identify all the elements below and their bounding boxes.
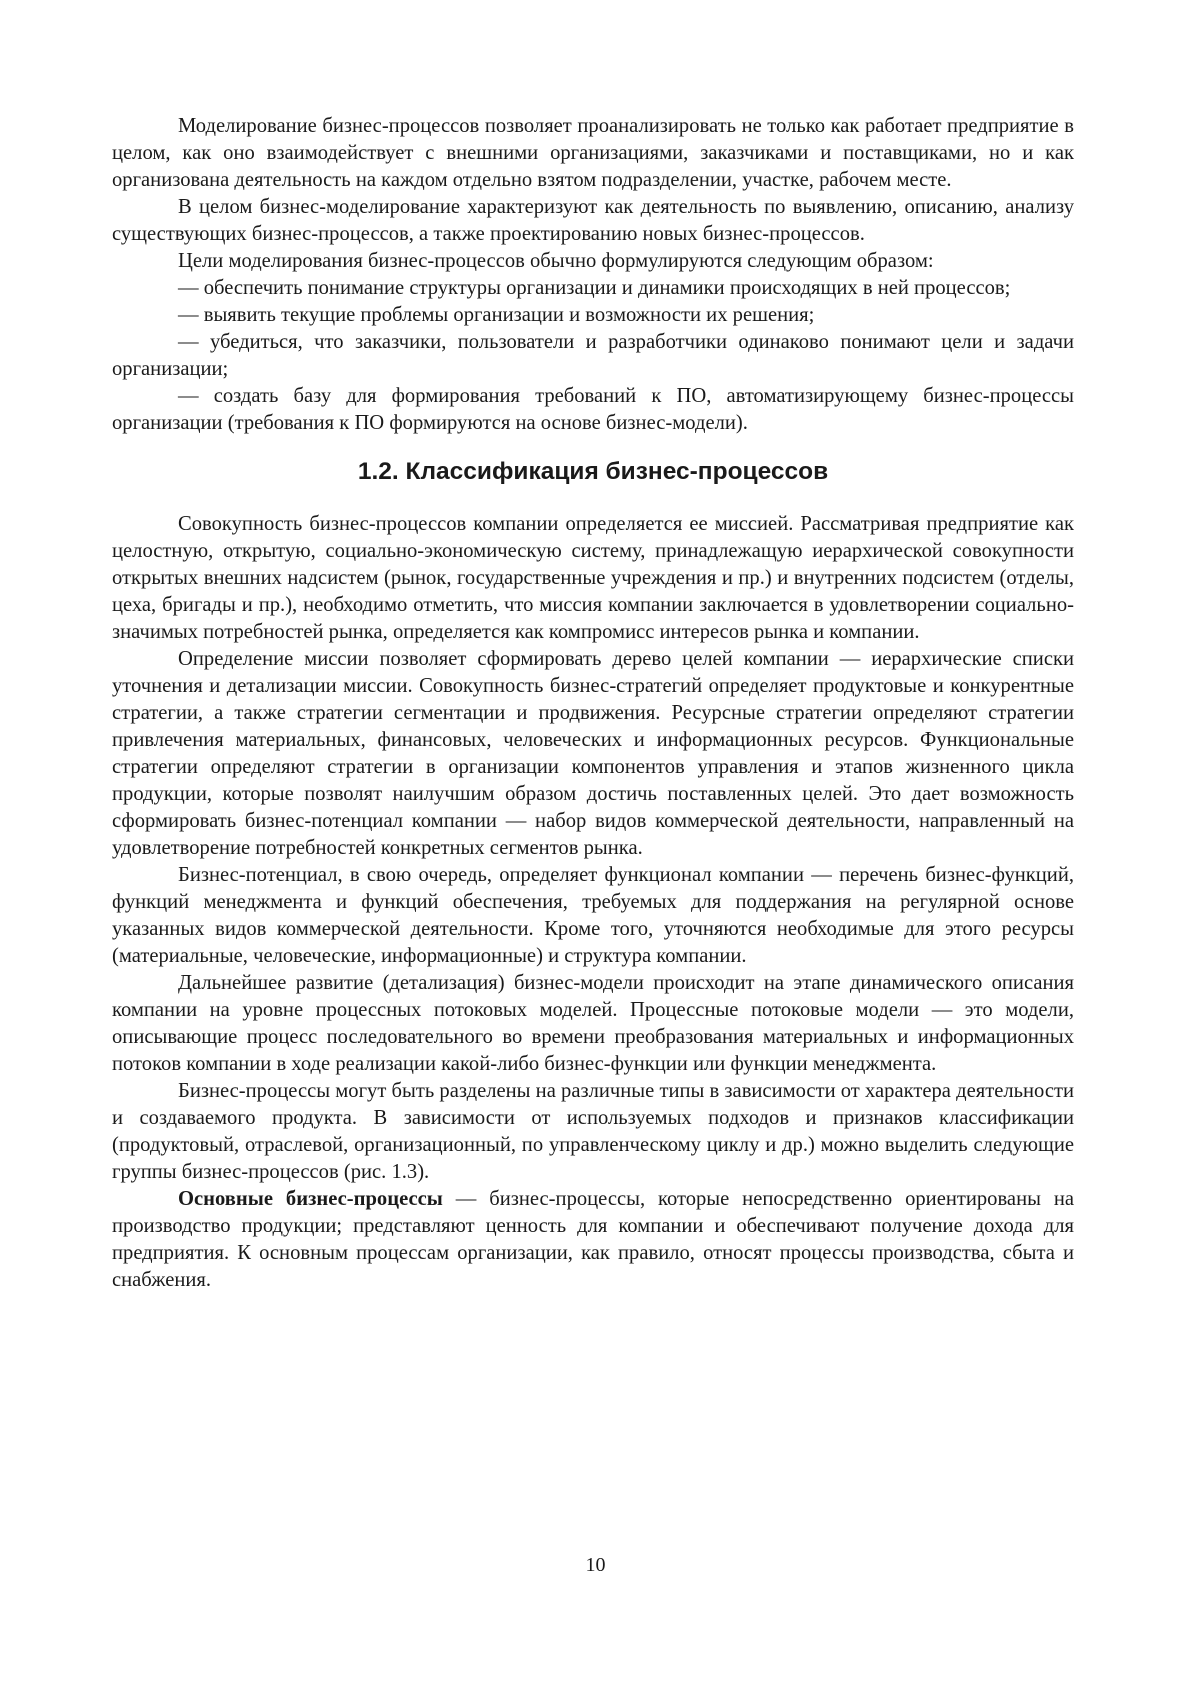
definition-text: — бизнес-процессы, которые непосредственно ориентированы на производство продукции; представляют ценность для компании и обеспечивают получение дохода для предприятия. К основным процессам организации, как правило, относят процессы производства, сбыта и снабжения. xyxy=(112,1188,1074,1291)
page-number: 10 xyxy=(585,1554,606,1576)
definition-term: Основные бизнес-процессы xyxy=(178,1188,443,1210)
goal-list-item: — выявить текущие проблемы организации и возможности их решения; xyxy=(178,304,815,326)
intro-paragraph-1: Моделирование бизнес-процессов позволяет проанализировать не только как работает предприятие в целом, как оно взаимодействует с внешними организациями, заказчиками и поставщиками, но и как организована деятельность на каждом отдельно взятом подразделении, участке, рабочем месте. xyxy=(112,115,1074,191)
section-heading: 1.2. Классификация бизнес-процессов xyxy=(357,458,829,485)
section-paragraph: Дальнейшее развитие (детализация) бизнес-модели происходит на этапе динамического описания компании на уровне процессных потоковых моделей. Процессные потоковые модели — это модели, описывающие процесс последовательного во времени преобразования материальных и информационных потоков компании в ходе реализации какой-либо бизнес-функции или функции менеджмента. xyxy=(112,972,1074,1075)
intro-paragraph-3: Цели моделирования бизнес-процессов обычно формулируются следующим образом: xyxy=(178,250,934,272)
goal-list-item: — создать базу для формирования требований к ПО, автоматизирующему бизнес-процессы организации (требования к ПО формируются на основе бизнес-модели). xyxy=(112,385,1074,434)
section-paragraph: Бизнес-потенциал, в свою очередь, определяет функционал компании — перечень бизнес-функций, функций менеджмента и функций обеспечения, требуемых для поддержания на регулярной основе указанных видов коммерческой деятельности. Кроме того, уточняются необходимые для этого ресурсы (материальные, человеческие, информационные) и структура компании. xyxy=(112,864,1074,967)
goal-list-item: — убедиться, что заказчики, пользователи и разработчики одинаково понимают цели и задачи организации; xyxy=(112,331,1074,380)
goal-list-item: — обеспечить понимание структуры организации и динамики происходящих в ней процессов; xyxy=(178,277,1011,299)
section-paragraph: Определение миссии позволяет сформировать дерево целей компании — иерархические списки уточнения и детализации миссии. Совокупность бизнес-стратегий определяет продуктовые и конкурентные стратегии, а также стратегии сегментации и продвижения. Ресурсные стратегии определяют стратегии привлечения материальных, финансовых, человеческих и информационных ресурсов. Функциональные стратегии определяют стратегии в организации компонентов управления и этапов жизненного цикла продукции, которые позволят наилучшим образом достичь поставленных целей. Это дает возможность сформировать бизнес-потенциал компании — набор видов коммерческой деятельности, направленный на удовлетворение потребностей конкретных сегментов рынка. xyxy=(112,648,1074,859)
definition-paragraph xyxy=(112,1186,1074,1294)
document-page xyxy=(112,113,1074,1294)
section-paragraph: Совокупность бизнес-процессов компании определяется ее миссией. Рассматривая предприятие как целостную, открытую, социально-экономическую систему, принадлежащую иерархической совокупности открытых внешних надсистем (рынок, государственные учреждения и пр.) и внутренних подсистем (отделы, цеха, бригады и пр.), необходимо отметить, что миссия компании заключается в удовлетворении социально-значимых потребностей рынка, определяется как компромисс интересов рынка и компании. xyxy=(112,513,1074,643)
intro-paragraph-2: В целом бизнес-моделирование характеризуют как деятельность по выявлению, описанию, анализу существующих бизнес-процессов, а также проектированию новых бизнес-процессов. xyxy=(112,196,1074,245)
section-paragraph: Бизнес-процессы могут быть разделены на различные типы в зависимости от характера деятельности и создаваемого продукта. В зависимости от используемых подходов и признаков классификации (продуктовый, отраслевой, организационный, по управленческому циклу и др.) можно выделить следующие группы бизнес-процессов (рис. 1.3). xyxy=(112,1080,1074,1183)
